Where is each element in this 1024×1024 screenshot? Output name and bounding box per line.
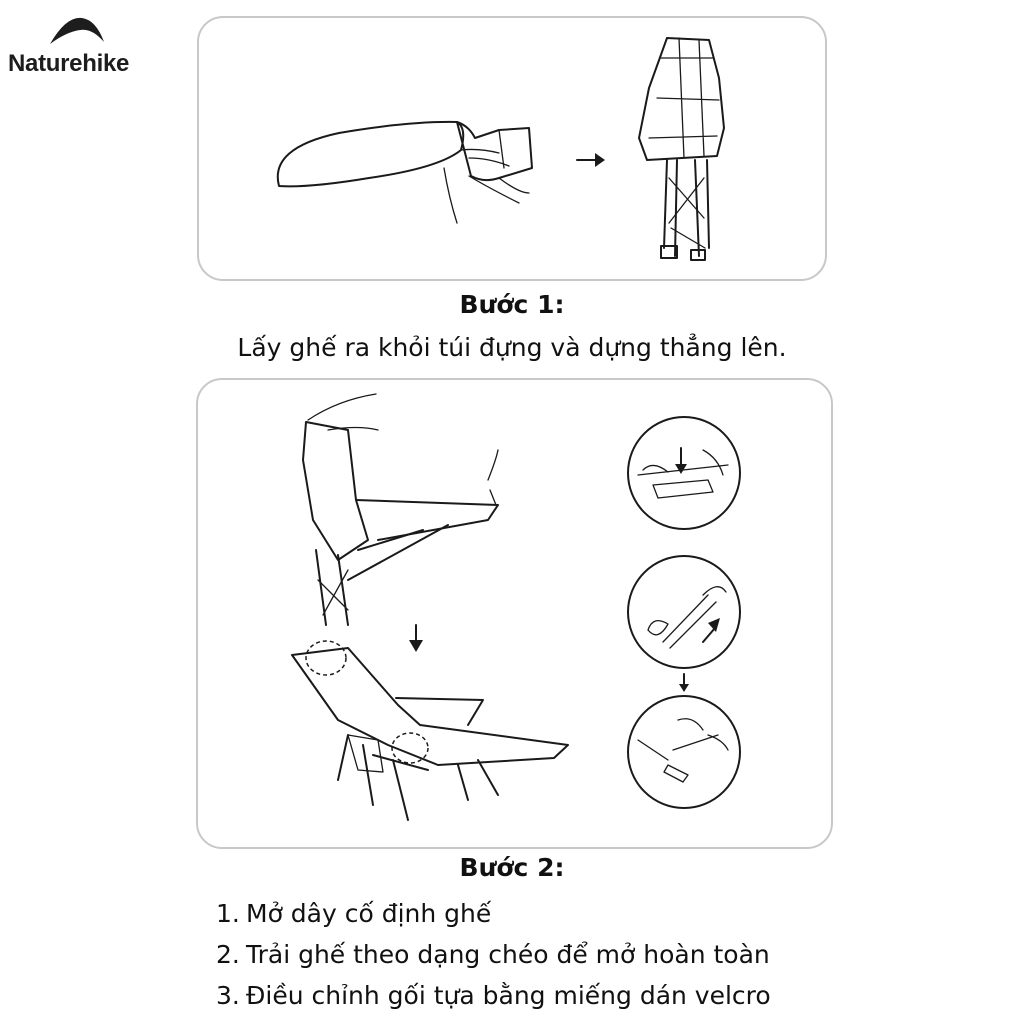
list-item xyxy=(216,893,771,934)
list-item xyxy=(216,975,771,1016)
step2-instructions-list xyxy=(216,893,771,1016)
arrow-down-icon xyxy=(409,625,423,652)
detail-circle-open-frame xyxy=(628,556,740,668)
hands-illustration xyxy=(457,122,532,180)
detail-circle-unbuckle-strap xyxy=(628,417,740,529)
naturehike-logo xyxy=(8,14,148,77)
chair-unfolding-illustration xyxy=(303,394,498,625)
brand-name: Naturehike xyxy=(8,50,130,77)
list-item-number: 3. xyxy=(216,981,240,1010)
step2-illustration xyxy=(198,380,831,847)
list-item xyxy=(216,934,771,975)
detail-circle-lock-joint xyxy=(628,696,740,808)
list-item-number: 1. xyxy=(216,899,240,928)
step2-title: Bước 2: xyxy=(459,853,565,882)
step2-illustration-panel xyxy=(196,378,833,849)
list-item-number: 2. xyxy=(216,940,240,969)
step1-description: Lấy ghế ra khỏi túi đựng và dựng thẳng lên. xyxy=(237,333,787,362)
mountain-logo-icon xyxy=(48,14,108,48)
list-item-text: Trải ghế theo dạng chéo để mở hoàn toàn xyxy=(246,940,770,969)
list-item-text: Mở dây cố định ghế xyxy=(246,899,492,928)
list-item-text: Điều chỉnh gối tựa bằng miếng dán velcro xyxy=(246,981,771,1010)
arrow-down-icon xyxy=(679,674,689,692)
reclining-chair-illustration xyxy=(292,641,568,820)
step1-illustration-panel xyxy=(197,16,827,281)
folded-chair-illustration xyxy=(639,38,724,260)
step1-illustration xyxy=(199,18,825,279)
arrow-right-icon xyxy=(577,153,605,167)
step1-title: Bước 1: xyxy=(459,290,565,319)
chair-bag-illustration xyxy=(278,122,464,186)
